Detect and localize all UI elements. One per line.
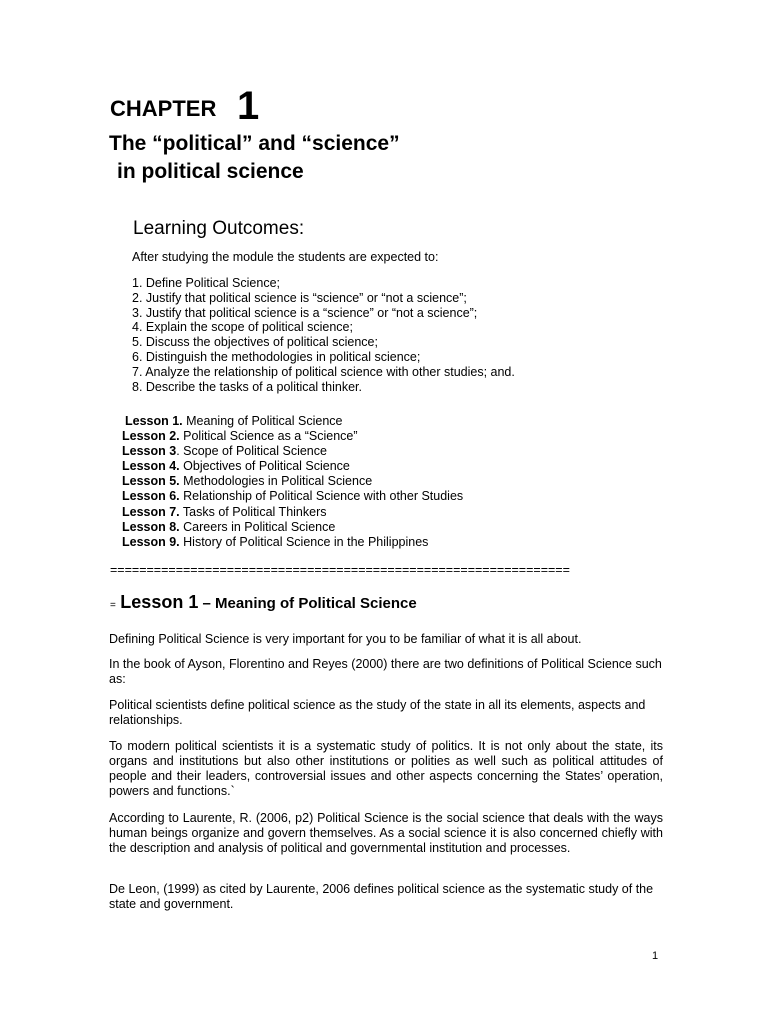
lessons-list <box>122 414 463 550</box>
lesson-title: Methodologies in Political Science <box>179 474 373 489</box>
lesson-label: Lesson 3 <box>122 444 177 459</box>
outcome-item: 4. Explain the scope of political science; <box>132 320 353 335</box>
lesson-item <box>122 459 463 474</box>
learning-outcomes-heading: Learning Outcomes: <box>133 218 305 239</box>
lesson-title: Political Science as a “Science” <box>179 429 358 444</box>
paragraph: According to Laurente, R. (2006, p2) Political Science is the social science that deals with the ways human beings organize and govern themselves. As a social science it is also concerned chiefly with the description and analysis of political and governmental institution and processes. <box>109 811 663 855</box>
lesson-label: Lesson 9. <box>122 534 180 549</box>
paragraph: Defining Political Science is very important for you to be familiar of what it is all about. <box>109 632 582 646</box>
heading-prefix: = <box>110 600 116 611</box>
lesson-label: Lesson 1. <box>125 414 183 428</box>
lesson-item <box>122 505 463 520</box>
lesson-item <box>122 474 463 489</box>
lesson-title: Relationship of Political Science with other Studies <box>179 489 464 504</box>
lesson-title: Careers in Political Science <box>179 519 336 534</box>
lesson-item <box>122 489 463 504</box>
lesson-item <box>122 520 463 535</box>
chapter-title-line-2: in political science <box>117 160 304 183</box>
lesson-title: . Scope of Political Science <box>176 444 327 459</box>
lesson-item <box>122 414 463 429</box>
lesson-title: Objectives of Political Science <box>179 459 350 474</box>
learning-outcomes-list <box>132 276 515 394</box>
lesson-label: Lesson 2. <box>122 429 180 444</box>
paragraph: To modern political scientists it is a systematic study of politics. It is not only about the state, its organs and institutions but also other institutions or polities as well such as political attitudes of people and their leaders, controversial issues and other aspects concerning the States’ operation, powers and functions.` <box>109 739 663 798</box>
outcome-item: 6. Distinguish the methodologies in political science; <box>132 349 421 364</box>
chapter-title-line-1: The “political” and “science” <box>109 132 400 155</box>
page-number: 1 <box>652 950 659 962</box>
lesson-title: Tasks of Political Thinkers <box>179 504 327 519</box>
outcome-item: 5. Discuss the objectives of political science; <box>132 335 378 350</box>
lesson-title: Meaning of Political Science <box>182 414 343 428</box>
lesson-1-heading-title: – Meaning of Political Science <box>198 595 417 612</box>
chapter-label: CHAPTER <box>110 96 217 121</box>
section-divider: =============================================================== <box>110 563 570 577</box>
outcome-item: 8. Describe the tasks of a political thinker. <box>132 379 362 394</box>
lesson-label: Lesson 4. <box>122 459 180 474</box>
outcome-item: 2. Justify that political science is “science” or “not a science”; <box>132 290 467 305</box>
outcome-item: 3. Justify that political science is a “science” or “not a science”; <box>132 305 478 320</box>
lesson-1-heading-number: Lesson 1 <box>120 592 199 612</box>
paragraph: Political scientists define political science as the study of the state in all its elements, aspects and relationships. <box>109 698 646 727</box>
lesson-item <box>122 444 463 459</box>
lesson-label: Lesson 7. <box>122 504 180 519</box>
learning-outcomes-intro: After studying the module the students are expected to: <box>132 250 439 264</box>
lesson-label: Lesson 5. <box>122 474 180 489</box>
outcome-item: 7. Analyze the relationship of political science with other studies; and. <box>132 364 515 379</box>
chapter-number: 1 <box>237 84 260 128</box>
lesson-1-heading <box>110 592 417 613</box>
lesson-item <box>122 429 463 444</box>
paragraph: De Leon, (1999) as cited by Laurente, 2006 defines political science as the systematic study of the state and government. <box>109 882 654 911</box>
lesson-label: Lesson 8. <box>122 519 180 534</box>
lesson-label: Lesson 6. <box>122 489 180 504</box>
lesson-title: History of Political Science in the Philippines <box>179 534 429 549</box>
lesson-item <box>122 535 463 550</box>
paragraph: In the book of Ayson, Florentino and Reyes (2000) there are two definitions of Political Science such as: <box>109 657 662 686</box>
outcome-item: 1. Define Political Science; <box>132 276 280 290</box>
